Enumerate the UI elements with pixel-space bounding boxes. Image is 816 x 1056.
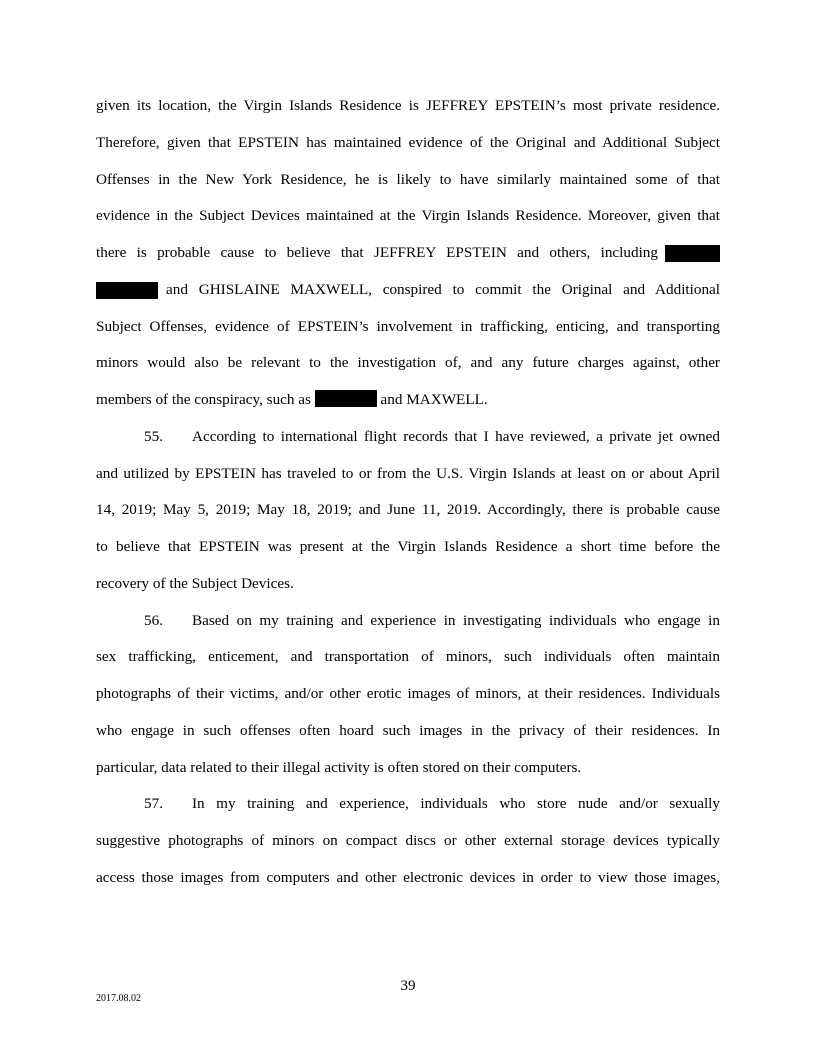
text-line: evidence in the Subject Devices maintained at the Virgin Islands Residence. Moreover, given that — [96, 207, 720, 224]
text-line: suggestive photographs of minors on compact discs or other external storage devices typically — [96, 832, 720, 849]
redaction-box — [665, 245, 720, 262]
text-line — [96, 390, 488, 410]
text-line: According to international flight records that I have reviewed, a private jet owned — [192, 428, 720, 445]
text-line: In my training and experience, individuals who store nude and/or sexually — [192, 795, 720, 812]
text-line: sex trafficking, enticement, and transportation of minors, such individuals often maintain — [96, 648, 720, 665]
text-line: Based on my training and experience in investigating individuals who engage in — [192, 612, 720, 629]
footer-date: 2017.08.02 — [96, 993, 141, 1004]
text-line: particular, data related to their illegal activity is often stored on their computers. — [96, 759, 582, 776]
text-line: access those images from computers and other electronic devices in order to view those images, — [96, 869, 720, 886]
text-fragment: members of the conspiracy, such as — [96, 391, 311, 408]
redaction-box — [315, 390, 377, 407]
text-line: 14, 2019; May 5, 2019; May 18, 2019; and June 11, 2019. Accordingly, there is probable cause — [96, 501, 720, 518]
text-line: minors would also be relevant to the investigation of, and any future charges against, other — [96, 354, 720, 371]
text-line: Subject Offenses, evidence of EPSTEIN’s involvement in trafficking, enticing, and transporting — [96, 318, 720, 335]
redaction-box — [96, 282, 158, 299]
text-fragment: and MAXWELL. — [380, 391, 488, 408]
text-line: photographs of their victims, and/or other erotic images of minors, at their residences. Individuals — [96, 685, 720, 702]
text-line: recovery of the Subject Devices. — [96, 575, 294, 592]
paragraph-number: 57. — [144, 795, 163, 812]
text-line: there is probable cause to believe that JEFFREY EPSTEIN and others, including — [96, 244, 658, 261]
text-line: who engage in such offenses often hoard such images in the privacy of their residences. In — [96, 722, 720, 739]
paragraph-number: 56. — [144, 612, 163, 629]
text-line: given its location, the Virgin Islands Residence is JEFFREY EPSTEIN’s most private residence. — [96, 97, 720, 114]
text-line: and GHISLAINE MAXWELL, conspired to commit the Original and Additional — [166, 281, 720, 298]
text-line: and utilized by EPSTEIN has traveled to or from the U.S. Virgin Islands at least on or about April — [96, 465, 720, 482]
text-line: Therefore, given that EPSTEIN has maintained evidence of the Original and Additional Subject — [96, 134, 720, 151]
paragraph-number: 55. — [144, 428, 163, 445]
text-line: to believe that EPSTEIN was present at the Virgin Islands Residence a short time before the — [96, 538, 720, 555]
text-line: Offenses in the New York Residence, he is likely to have similarly maintained some of that — [96, 171, 720, 188]
page-number: 39 — [400, 977, 416, 994]
